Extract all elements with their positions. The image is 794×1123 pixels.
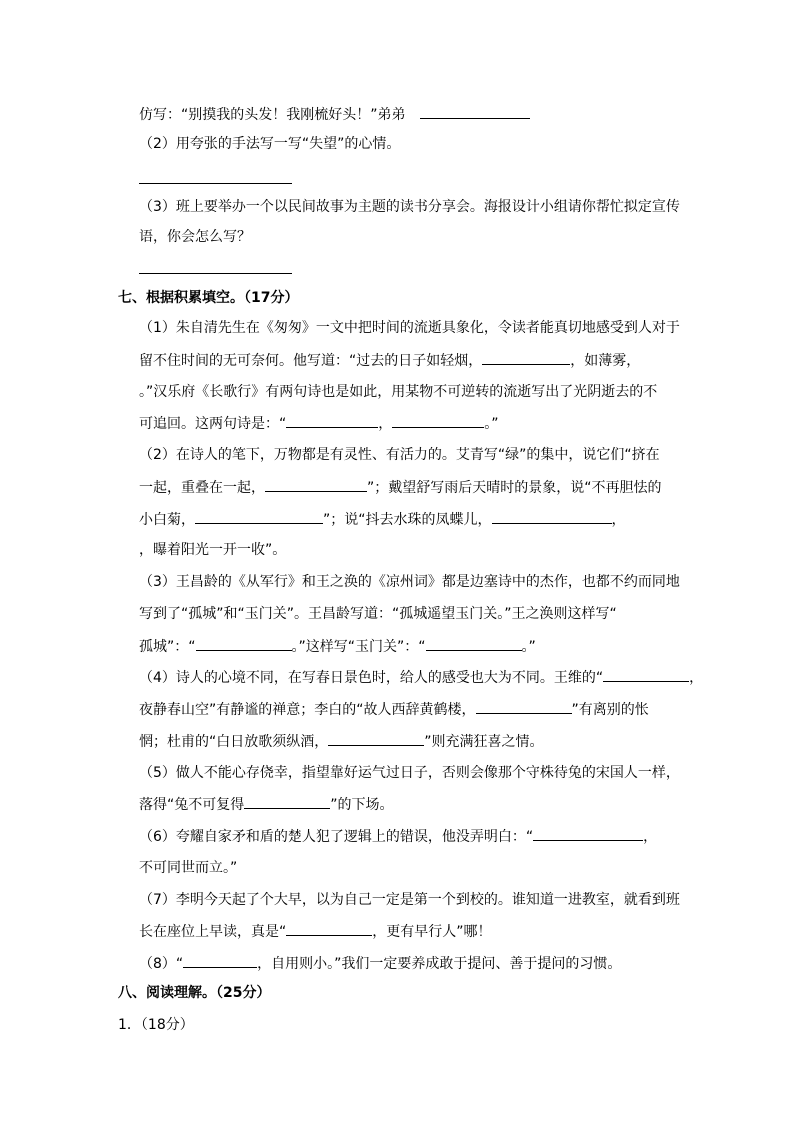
text: 长在座位上早读，真是“ <box>139 924 287 940</box>
answer-blank[interactable] <box>420 104 530 119</box>
item-3-line3 <box>139 636 536 656</box>
item-1-line3: 。”汉乐府《长歌行》有两句诗也是如此，用某物不可逆转的流逝写出了光阴逝去的不 <box>139 384 658 400</box>
text: ， <box>643 829 658 845</box>
text: （6）夸耀自家矛和盾的楚人犯了逻辑上的错误，他没弄明白：“ <box>139 829 534 845</box>
item-6-line2: 不可同世而立。” <box>139 860 238 876</box>
text: 。” <box>521 639 536 655</box>
text: ， <box>689 670 704 686</box>
text: 孤城”：“ <box>139 639 196 655</box>
answer-blank[interactable] <box>603 667 689 682</box>
item-6-line1 <box>139 826 657 846</box>
answer-blank[interactable] <box>482 350 570 365</box>
text: （8）“ <box>139 956 184 972</box>
text: 可追回。这两句诗是：“ <box>139 416 287 432</box>
item-3-line1: （3）王昌龄的《从军行》和王之涣的《凉州词》都是边塞诗中的杰作，也都不约而同地 <box>139 574 680 590</box>
text: 夜静春山空”有静谧的禅意；李白的“故人西辞黄鹤楼， <box>139 702 476 718</box>
text: 惘；杜甫的“白日放歌须纵酒， <box>139 734 329 750</box>
answer-blank[interactable] <box>328 731 424 746</box>
item-1-line2 <box>139 350 640 370</box>
item-2-line1: （2）在诗人的笔下，万物都是有灵性、有活力的。艾青写“绿”的集中，说它们“挤在 <box>139 447 660 463</box>
text: ，更有早行人”哪！ <box>372 924 492 940</box>
answer-blank[interactable] <box>196 636 292 651</box>
text: ”有离别的怅 <box>571 702 649 718</box>
item-7-line1: （7）李明今天起了个大早，以为自己一定是第一个到校的。谁知道一进教室，就看到班 <box>139 892 680 908</box>
item-5-line1: （5）做人不能心存侥幸，指望靠好运气过日子，否则会像那个守株待兔的宋国人一样， <box>139 765 680 781</box>
text: 小白菊， <box>139 512 195 528</box>
text: ， <box>611 512 626 528</box>
text: 留不住时间的无可奈何。他写道：“过去的日子如轻烟， <box>139 353 483 369</box>
answer-blank[interactable] <box>476 699 572 714</box>
item-2-line2 <box>139 477 662 497</box>
text: 落得“兔不可复得 <box>139 797 245 813</box>
answer-blank[interactable] <box>195 509 323 524</box>
answer-blank[interactable] <box>392 413 484 428</box>
answer-blank[interactable] <box>265 477 367 492</box>
item-3-line2: 写到了“孤城”和“玉门关”。王昌龄写道：“孤城遥望玉门关。”王之涣则这样写“ <box>139 606 617 622</box>
text: ”；说“抖去水珠的凤蝶儿， <box>323 512 492 528</box>
item-8-line1 <box>139 953 621 973</box>
answer-blank[interactable] <box>286 413 378 428</box>
item-5-line2 <box>139 794 394 814</box>
item-4-line3 <box>139 731 544 751</box>
text: ”则充满狂喜之情。 <box>424 734 544 750</box>
item-1-line4 <box>139 413 499 433</box>
reading-item-1: 1．（18分） <box>118 1017 194 1033</box>
sub-question-3-line2: 语，你会怎么写？ <box>139 229 251 245</box>
item-4-line1 <box>139 667 703 687</box>
imitation-text: 仿写：“别摸我的头发！我刚梳好头！”弟弟 <box>139 107 406 123</box>
answer-line[interactable] <box>139 273 292 274</box>
text: 。”这样写“玉门关”：“ <box>291 639 426 655</box>
imitation-line <box>139 104 530 124</box>
text: ，自用则小。”我们一定要养成敢于提问、善于提问的习惯。 <box>257 956 622 972</box>
text: （4）诗人的心境不同，在写春日景色时，给人的感受也大为不同。王维的“ <box>139 670 604 686</box>
item-4-line2 <box>139 699 649 719</box>
answer-blank[interactable] <box>244 794 330 809</box>
text: ”的下场。 <box>330 797 394 813</box>
text: ， <box>378 416 393 432</box>
answer-blank[interactable] <box>492 509 612 524</box>
item-2-line4: ，曝着阳光一开一收”。 <box>139 542 287 558</box>
text: ”；戴望舒写雨后天晴时的景象，说“不再胆怯的 <box>367 480 662 496</box>
section-7-heading: 七、根据积累填空。（17分） <box>118 290 299 306</box>
answer-blank[interactable] <box>286 921 372 936</box>
sub-question-3-line1: （3）班上要举办一个以民间故事为主题的读书分享会。海报设计小组请你帮忙拟定宣传 <box>139 199 680 215</box>
answer-line[interactable] <box>139 183 292 184</box>
item-7-line2 <box>139 921 492 941</box>
sub-question-2: （2）用夸张的手法写一写“失望”的心情。 <box>139 136 401 152</box>
answer-blank[interactable] <box>426 636 522 651</box>
text: 一起，重叠在一起， <box>139 480 265 496</box>
item-2-line3 <box>139 509 626 529</box>
item-1-line1: （1）朱自清先生在《匆匆》一文中把时间的流逝具象化，令读者能真切地感受到人对于 <box>139 320 680 336</box>
text: ，如薄雾， <box>570 353 641 369</box>
answer-blank[interactable] <box>533 826 643 841</box>
section-8-heading: 八、阅读理解。（25分） <box>118 985 271 1001</box>
text: 。” <box>484 416 499 432</box>
answer-blank[interactable] <box>183 953 257 968</box>
